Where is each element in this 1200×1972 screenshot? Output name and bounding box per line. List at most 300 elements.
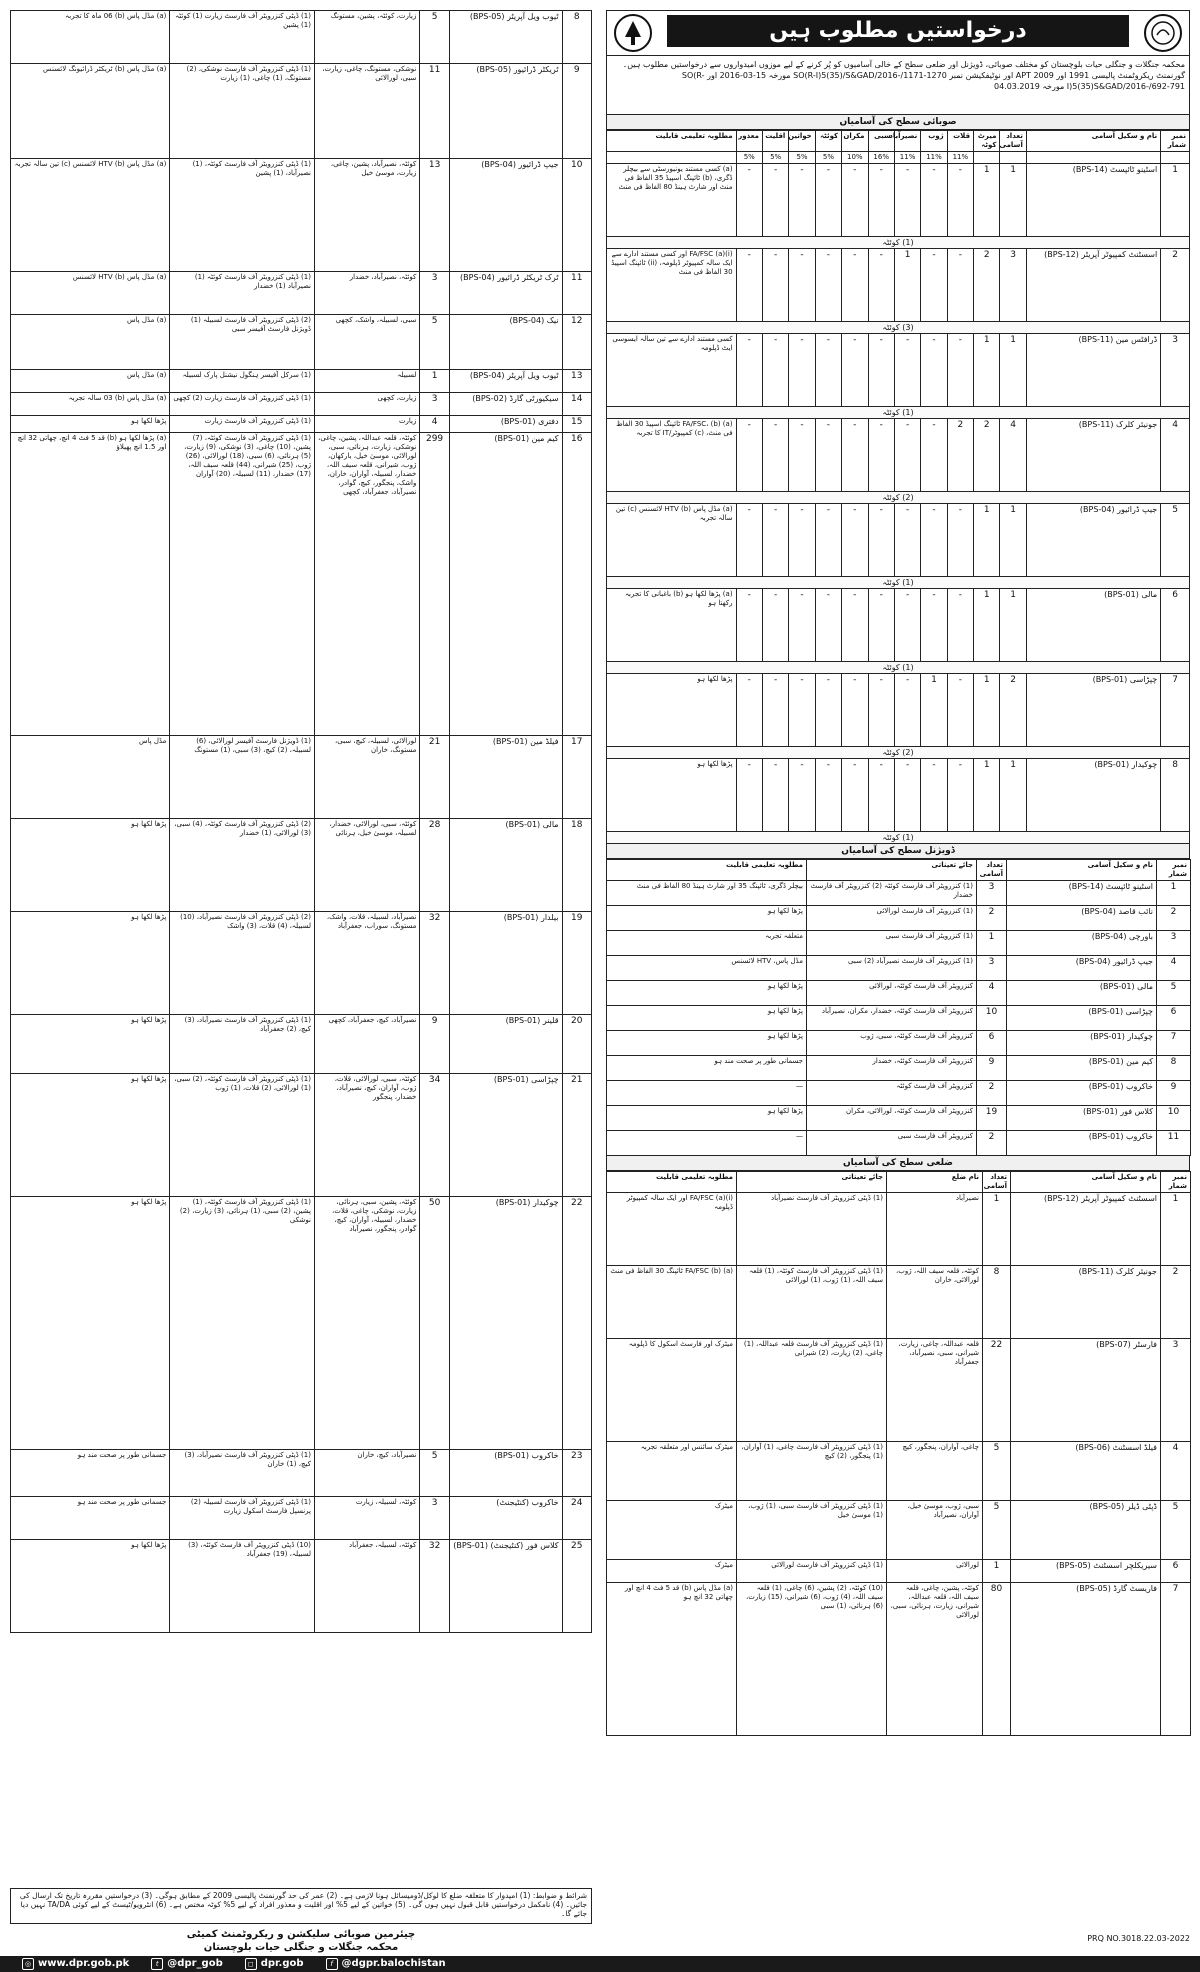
column-header: نام و سکیل آسامی (1026, 131, 1160, 152)
qualification-cell: پڑھا لکھا ہو (11, 1540, 170, 1633)
quota-count-cell: - (842, 249, 868, 322)
serial-cell: 7 (1161, 674, 1190, 747)
divisional-section-title: ڈویژنل سطح کی آسامیاں (606, 844, 1190, 859)
post-name-cell: چوکیدار (BPS-01) (449, 1197, 562, 1450)
qualification-cell: پڑھا لکھا ہو (607, 1106, 807, 1131)
quota-count-cell: - (894, 759, 920, 832)
posting-cell: (2) ڈپٹی کنزرویٹر آف فارسٹ لسبیلہ (1) ڈویژنل فارسٹ آفیسر سبی (170, 315, 315, 370)
quota-cell: 5% (762, 152, 788, 164)
post-name-cell: جیپ ڈرائیور (BPS-04) (1026, 504, 1160, 577)
quota-count-cell: - (789, 164, 815, 237)
qualification-cell: (i)(a) FA/FSC اور کسی مستند ادارے سے ایک سالہ کمپیوٹر ڈپلومہ، (ii) ٹائپنگ اسپیڈ 30 الفاظ فی منٹ (607, 249, 737, 322)
posting-cell: (2) کوئٹہ (607, 747, 1190, 759)
post-name-cell: کیم مین (BPS-01) (449, 433, 562, 736)
instagram-icon: ◻ (245, 1958, 257, 1970)
post-count-cell: 5 (420, 11, 449, 64)
quota-count-cell: - (868, 334, 894, 407)
posting-cell: (1) ڈپٹی کنزرویٹر آف فارسٹ زیارت (1) کوئٹہ (1) پشین (170, 11, 315, 64)
table-row (11, 433, 592, 736)
district-cell: کوئٹہ، سبی، لورالائی، قلات، ژوب، آواران، کیچ، نصیرآباد، خضدار، پنجگور (314, 1074, 419, 1197)
post-count-cell: 6 (977, 1031, 1007, 1056)
post-count-cell: 3 (420, 1497, 449, 1540)
post-count-cell: 50 (420, 1197, 449, 1450)
posting-row (607, 662, 1190, 674)
district-cell: قلعہ عبداللہ، چاغی، زیارت، شیرانی، سبی، نصیرآباد، جعفرآباد (887, 1339, 983, 1442)
post-count-cell: 5 (420, 315, 449, 370)
table-row (607, 1266, 1191, 1339)
posting-cell: (1) کوئٹہ (607, 662, 1190, 674)
posting-cell: (1) ڈپٹی کنزرویٹر آف فارسٹ نوشکی، (2) مستونگ، (1) چاغی، (1) زیارت (170, 64, 315, 159)
district-cell: سبی، ژوب، موسیٰ خیل، آواران، نصیرآباد (887, 1501, 983, 1560)
quota-count-cell: - (894, 164, 920, 237)
posting-cell: (1) ڈویژنل فارسٹ آفیسر لورالائی، (6) لسبیلہ، (2) کیچ، (3) سبی، (1) مستونگ (170, 736, 315, 819)
table-row (607, 419, 1190, 492)
quota-count-cell: - (762, 419, 788, 492)
column-header: جائے تعیناتی (737, 1172, 887, 1193)
posting-cell: (1) ڈپٹی کنزرویٹر آف فارسٹ لورالائی (737, 1560, 887, 1583)
quota-cell: 5% (736, 152, 762, 164)
qualification-cell: مڈل پاس (11, 736, 170, 819)
district-cell: زیارت، کچھی (314, 393, 419, 416)
post-count-cell: 4 (1000, 419, 1026, 492)
table-row (11, 159, 592, 272)
qualification-cell: بیچلر ڈگری، ٹائپنگ 35 اور شارٹ ہینڈ 80 الفاظ فی منٹ (607, 881, 807, 906)
post-name-cell: اسٹینو ٹائپسٹ (BPS-14) (1026, 164, 1160, 237)
footer-instagram[interactable]: ◻ dpr.gob (245, 1956, 304, 1972)
column-header: سبی (868, 131, 894, 152)
column-header: مطلوبہ تعلیمی قابلیت (607, 131, 737, 152)
right-column (606, 10, 1190, 1888)
quota-count-cell: - (921, 419, 947, 492)
post-count-cell: 4 (420, 416, 449, 433)
column-header: مطلوبہ تعلیمی قابلیت (607, 1172, 737, 1193)
quota-count-cell: - (947, 759, 973, 832)
qualification-cell: میٹرک سائنس اور متعلقہ تجربہ (607, 1442, 737, 1501)
quota-count-cell: - (736, 674, 762, 747)
post-count-cell: 1 (1000, 759, 1026, 832)
column-header: میرٹ کوٹہ (974, 131, 1000, 152)
posting-cell: (1) ڈپٹی کنزرویٹر آف فارسٹ زیارت (2) کچھی (170, 393, 315, 416)
quota-count-cell: 1 (894, 249, 920, 322)
quota-count-cell: - (815, 334, 841, 407)
column-header: نمبر شمار (1157, 860, 1191, 881)
posting-cell: (1) کنزرویٹر آف فارسٹ سبی (807, 931, 977, 956)
posting-cell: (1) کوئٹہ (607, 577, 1190, 589)
posting-cell: (1) ڈپٹی کنزرویٹر آف فارسٹ کوئٹہ، (2) سبی، (1) لورالائی، (2) قلات، (1) ژوب (170, 1074, 315, 1197)
merit-count-cell: 1 (974, 334, 1000, 407)
column-header: جائے تعیناتی (807, 860, 977, 881)
table-row (11, 912, 592, 1015)
serial-cell: 1 (1157, 881, 1191, 906)
post-count-cell: 1 (983, 1560, 1011, 1583)
post-name-cell: فیلڈ مین (BPS-01) (449, 736, 562, 819)
column-header: معذور (736, 131, 762, 152)
post-name-cell: مالی (BPS-01) (1007, 981, 1157, 1006)
district-header-row (607, 1172, 1191, 1193)
merit-count-cell: 2 (974, 419, 1000, 492)
post-name-cell: خاکروب (BPS-01) (449, 1450, 562, 1497)
table-row (607, 674, 1190, 747)
post-name-cell: نائب قاصد (BPS-04) (1007, 906, 1157, 931)
post-count-cell: 21 (420, 736, 449, 819)
table-row (607, 1081, 1191, 1106)
column-header: نمبر شمار (1161, 131, 1190, 152)
serial-cell: 18 (562, 819, 591, 912)
serial-cell: 6 (1161, 1560, 1191, 1583)
posting-cell: (10) ڈپٹی کنزرویٹر آف فارسٹ کوئٹہ، (3) لسبیلہ، (19) جعفرآباد (170, 1540, 315, 1633)
quota-count-cell: - (789, 419, 815, 492)
qualification-cell: پڑھا لکھا ہو (607, 759, 737, 832)
post-name-cell: کیم مین (BPS-01) (1007, 1056, 1157, 1081)
post-name-cell: نیک (BPS-04) (449, 315, 562, 370)
post-count-cell: 34 (420, 1074, 449, 1197)
forest-department-logo-icon (613, 13, 653, 53)
quota-count-cell: - (947, 249, 973, 322)
qualification-cell: (a) مڈل پاس (b) 03 سالہ تجربہ (11, 393, 170, 416)
district-cell: لورالائی، لسبیلہ، کیچ، سبی، مستونگ، خاران (314, 736, 419, 819)
table-row (607, 1442, 1191, 1501)
column-header: نمبر شمار (1161, 1172, 1191, 1193)
post-count-cell: 2 (1000, 674, 1026, 747)
provincial-section-title: صوبائی سطح کی آسامیاں (606, 115, 1190, 130)
serial-cell: 8 (562, 11, 591, 64)
table-row (11, 1197, 592, 1450)
quota-count-cell: - (789, 334, 815, 407)
post-name-cell: چپڑاسی (BPS-01) (1026, 674, 1160, 747)
post-count-cell: 1 (977, 931, 1007, 956)
table-row (607, 164, 1190, 237)
post-name-cell: چوکیدار (BPS-01) (1026, 759, 1160, 832)
post-name-cell: بیلدار (BPS-01) (449, 912, 562, 1015)
quota-count-cell: - (894, 419, 920, 492)
quota-count-cell: - (947, 164, 973, 237)
government-seal-icon (1143, 13, 1183, 53)
table-row (11, 819, 592, 912)
quota-count-cell: - (815, 419, 841, 492)
qualification-cell: (a) مڈل پاس (11, 315, 170, 370)
posting-cell: (1) ڈپٹی کنزرویٹر آف فارسٹ نصیرآباد، (3) کیچ، (1) خاران (170, 1450, 315, 1497)
table-row (607, 1056, 1191, 1081)
post-count-cell: 1 (1000, 164, 1026, 237)
quota-count-cell: - (762, 504, 788, 577)
prq-number: PRQ NO.3018.22.03-2022 (1087, 1934, 1190, 1943)
qualification-cell: پڑھا لکھا ہو (607, 981, 807, 1006)
qualification-cell: پڑھا لکھا ہو (607, 1031, 807, 1056)
qualification-cell: (a) مڈل پاس (b) HTV لائسنس (c) تین سالہ تجربہ (11, 159, 170, 272)
posting-cell: کنزرویٹر آف فارسٹ کوئٹہ (807, 1081, 977, 1106)
serial-cell: 6 (1161, 589, 1190, 662)
post-count-cell: 5 (983, 1442, 1011, 1501)
column-header: قلات (947, 131, 973, 152)
post-name-cell: اسسٹنٹ کمپیوٹر آپریٹر (BPS-12) (1026, 249, 1160, 322)
serial-cell: 24 (562, 1497, 591, 1540)
district-table-continued (10, 10, 592, 1633)
qualification-cell: (a) مڈل پاس (11, 370, 170, 393)
qualification-cell: — (607, 1081, 807, 1106)
posting-cell: (1) ڈپٹی کنزرویٹر آف فارسٹ لسبیلہ (2) پرنسپل فارسٹ اسکول زیارت (170, 1497, 315, 1540)
serial-cell: 16 (562, 433, 591, 736)
posting-cell: (1) سرکل آفیسر ہنگول نیشنل پارک لسبیلہ (170, 370, 315, 393)
post-name-cell: خاکروب (BPS-01) (1007, 1081, 1157, 1106)
district-cell: کوئٹہ، سبی، لورالائی، خضدار، لسبیلہ، موسیٰ خیل، ہرنائی (314, 819, 419, 912)
qualification-cell: (a) پڑھا لکھا ہو (b) قد 5 فٹ 4 انچ، چھاتی 32 انچ اور 1.5 انچ پھیلاؤ (11, 433, 170, 736)
quota-cell: 5% (815, 152, 841, 164)
quota-count-cell: - (947, 674, 973, 747)
qualification-cell: (a) پڑھا لکھا ہو (b) باغبانی کا تجربہ رکھتا ہو (607, 589, 737, 662)
post-name-cell: اسٹینو ٹائپسٹ (BPS-14) (1007, 881, 1157, 906)
quota-count-cell: - (815, 674, 841, 747)
table-row (607, 931, 1191, 956)
post-name-cell: سیریکلچر اسسٹنٹ (BPS-05) (1011, 1560, 1161, 1583)
post-name-cell: ٹیوب ویل آپریٹر (BPS-04) (449, 370, 562, 393)
quota-count-cell: - (921, 334, 947, 407)
left-column (10, 10, 592, 1888)
post-name-cell: جونیئر کلرک (BPS-11) (1011, 1266, 1161, 1339)
serial-cell: 1 (1161, 1193, 1191, 1266)
posting-cell: کنزرویٹر آف فارسٹ کوئٹہ، خضدار، مکران، نصیرآباد (807, 1006, 977, 1031)
district-cell: کوئٹہ، پشین، چاغی، قلعہ سیف اللہ، قلعہ عبداللہ، شیرانی، زیارت، ہرنائی، سبی، لورالائی (887, 1583, 983, 1736)
serial-cell: 4 (1161, 419, 1190, 492)
post-count-cell: 3 (977, 881, 1007, 906)
post-count-cell: 22 (983, 1339, 1011, 1442)
post-name-cell: دفتری (BPS-01) (449, 416, 562, 433)
footer-website[interactable]: ◎ www.dpr.gob.pk (22, 1956, 129, 1972)
serial-cell: 8 (1161, 759, 1190, 832)
posting-row (607, 237, 1190, 249)
post-name-cell: کلاس فور (BPS-01) (1007, 1106, 1157, 1131)
facebook-icon: f (326, 1958, 338, 1970)
post-name-cell: خاکروب (BPS-01) (1007, 1131, 1157, 1156)
post-count-cell: 9 (977, 1056, 1007, 1081)
header-banner (606, 10, 1190, 56)
quota-count-cell: - (815, 504, 841, 577)
qualification-cell: (a) FA/FSC، (b) ٹائپنگ اسپیڈ 30 الفاظ فی منٹ، (c) کمپیوٹر/IT کا تجربہ (607, 419, 737, 492)
quota-cell: 10% (842, 152, 868, 164)
post-name-cell: جیپ ڈرائیور (BPS-04) (449, 159, 562, 272)
quota-count-cell: - (736, 334, 762, 407)
column-header: خواتین (789, 131, 815, 152)
qualification-cell: میٹرک (607, 1560, 737, 1583)
qualification-cell: (a) مڈل پاس (b) HTV لائسنس (11, 272, 170, 315)
quota-count-cell: - (921, 589, 947, 662)
qualification-cell: پڑھا لکھا ہو (11, 1015, 170, 1074)
quota-count-cell: - (842, 334, 868, 407)
post-name-cell: اسسٹنٹ کمپیوٹر آپریٹر (BPS-12) (1011, 1193, 1161, 1266)
district-cell: کوئٹہ، لسبیلہ، زیارت (314, 1497, 419, 1540)
posting-cell: کنزرویٹر آف فارسٹ کوئٹہ، خضدار (807, 1056, 977, 1081)
post-count-cell: 5 (983, 1501, 1011, 1560)
department-name: محکمہ جنگلات و جنگلی حیات بلوچستان (203, 1942, 399, 1953)
column-header: مکران (842, 131, 868, 152)
quota-count-cell: - (842, 164, 868, 237)
posting-cell: (1) ڈپٹی کنزرویٹر آف فارسٹ سبی، (1) ژوب، (1) موسیٰ خیل (737, 1501, 887, 1560)
quota-count-cell: - (736, 504, 762, 577)
provincial-table (606, 130, 1190, 844)
post-count-cell: 19 (977, 1106, 1007, 1131)
quota-count-cell: - (815, 249, 841, 322)
posting-cell: (1) کنزرویٹر آف فارسٹ کوئٹہ (2) کنزرویٹر آف فارسٹ خضدار (807, 881, 977, 906)
post-name-cell: باورچی (BPS-04) (1007, 931, 1157, 956)
serial-cell: 3 (1161, 1339, 1191, 1442)
quota-cell (1026, 152, 1160, 164)
post-name-cell: ٹرک ٹریکٹر ڈرائیور (BPS-04) (449, 272, 562, 315)
serial-cell: 15 (562, 416, 591, 433)
post-count-cell: 3 (1000, 249, 1026, 322)
table-row (607, 589, 1190, 662)
post-name-cell: کلاس فور (کنٹیجنٹ) (BPS-01) (449, 1540, 562, 1633)
posting-cell: (1) کنزرویٹر آف فارسٹ لورالائی (807, 906, 977, 931)
quota-count-cell: - (762, 249, 788, 322)
posting-row (607, 492, 1190, 504)
qualification-cell: جسمانی طور پر صحت مند ہو (607, 1056, 807, 1081)
divisional-table (606, 859, 1191, 1156)
table-row (607, 906, 1191, 931)
posting-cell: (2) ڈپٹی کنزرویٹر آف فارسٹ نصیرآباد، (10) لسبیلہ، (4) قلات، (3) واشک (170, 912, 315, 1015)
post-name-cell: فیلڈ اسسٹنٹ (BPS-06) (1011, 1442, 1161, 1501)
post-count-cell: 4 (977, 981, 1007, 1006)
qualification-cell: (a) کسی مستند یونیورسٹی سے بیچلر ڈگری، (b) ٹائپنگ اسپیڈ 35 الفاظ فی منٹ اور شارٹ ہینڈ 80 الفاظ فی منٹ (607, 164, 737, 237)
serial-cell: 9 (1157, 1081, 1191, 1106)
table-row (11, 370, 592, 393)
post-name-cell: ٹیوب ویل آپریٹر (BPS-05) (449, 11, 562, 64)
district-cell: کوئٹہ، نصیرآباد، خضدار (314, 272, 419, 315)
quota-count-cell: - (789, 249, 815, 322)
quota-count-cell: - (894, 334, 920, 407)
serial-cell: 4 (1161, 1442, 1191, 1501)
intro-paragraph: محکمہ جنگلات و جنگلی حیات بلوچستان کو مختلف صوبائی، ڈویژنل اور ضلعی سطح کے خالی آسامیوں کو پُر کرنے کے لیے موزوں امیدواروں سے درخواستیں مطلوب ہیں۔ گورنمنٹ ریکروٹمنٹ پالیسی 1991 اور APT 2009 اور نوٹیفکیشن نمبر SO(R-I)5(35)/S&GAD/2016-/1171-1270 مورخہ 15-03-2016 اور SO(R-I)5(35)S&GAD/2016-/692-791 مورخہ 04.03.2019 (606, 56, 1190, 115)
footer-facebook[interactable]: f @dgpr.balochistan (326, 1956, 446, 1972)
serial-cell: 20 (562, 1015, 591, 1074)
district-cell: کوئٹہ، قلعہ عبداللہ، پشین، چاغی، نوشکی، زیارت، ہرنائی، سبی، لورالائی، موسیٰ خیل، بارکھان، ژوب، شیرانی، قلعہ سیف اللہ، خضدار، لسبیلہ، آواران، خاران، واشک، پنجگور، کیچ، گوادر، نصیرآباد، جعفرآباد، کچھی (314, 433, 419, 736)
post-count-cell: 3 (420, 272, 449, 315)
serial-cell: 22 (562, 1197, 591, 1450)
posting-cell: (1) کوئٹہ (607, 407, 1190, 419)
posting-cell: (1) ڈپٹی کنزرویٹر آف فارسٹ قلعہ عبداللہ، (1) چاغی، (2) زیارت، (2) شیرانی (737, 1339, 887, 1442)
divisional-header-row (607, 860, 1191, 881)
posting-cell: (1) کوئٹہ (607, 832, 1190, 844)
quota-count-cell: - (894, 504, 920, 577)
post-count-cell: 1 (1000, 589, 1026, 662)
merit-count-cell: 2 (974, 249, 1000, 322)
post-count-cell: 1 (1000, 334, 1026, 407)
serial-cell: 9 (562, 64, 591, 159)
district-cell: کوئٹہ، قلعہ سیف اللہ، ژوب، لورالائی، خاران (887, 1266, 983, 1339)
table-row (607, 956, 1191, 981)
table-row (607, 1006, 1191, 1031)
quota-count-cell: - (868, 674, 894, 747)
table-row (607, 1501, 1191, 1560)
serial-cell: 10 (562, 159, 591, 272)
post-count-cell: 1 (420, 370, 449, 393)
post-name-cell: چپڑاسی (BPS-01) (449, 1074, 562, 1197)
quota-count-cell: - (789, 589, 815, 662)
post-count-cell: 1 (1000, 504, 1026, 577)
footer-twitter[interactable]: t @dpr_gob (151, 1956, 222, 1972)
table-row (607, 249, 1190, 322)
post-count-cell: 3 (977, 956, 1007, 981)
posting-cell: (1) کنزرویٹر آف فارسٹ نصیرآباد (2) سبی (807, 956, 977, 981)
table-row (607, 334, 1190, 407)
serial-cell: 17 (562, 736, 591, 819)
column-header: مطلوبہ تعلیمی قابلیت (607, 860, 807, 881)
quota-cell: 11% (921, 152, 947, 164)
qualification-cell: — (607, 1131, 807, 1156)
quota-cell: 11% (894, 152, 920, 164)
serial-cell: 19 (562, 912, 591, 1015)
serial-cell: 6 (1157, 1006, 1191, 1031)
district-cell: زیارت (314, 416, 419, 433)
merit-count-cell: 1 (974, 164, 1000, 237)
district-table (606, 1171, 1191, 1736)
qualification-cell: (a) مڈل پاس (b) HTV لائسنس (c) تین سالہ تجربہ (607, 504, 737, 577)
serial-cell: 3 (1161, 334, 1190, 407)
quota-count-cell: 1 (921, 674, 947, 747)
quota-count-cell: - (842, 419, 868, 492)
posting-row (607, 577, 1190, 589)
quota-count-cell: - (762, 589, 788, 662)
post-name-cell: ٹریکٹر ڈرائیور (BPS-05) (449, 64, 562, 159)
serial-cell: 2 (1161, 249, 1190, 322)
table-row (11, 1540, 592, 1633)
qualification-cell: پڑھا لکھا ہو (11, 912, 170, 1015)
quota-count-cell: - (868, 759, 894, 832)
post-count-cell: 32 (420, 1540, 449, 1633)
posting-cell: (1) ڈپٹی کنزرویٹر آف فارسٹ کوئٹہ، (7) پشین، (10) چاغی، (3) نوشکی، (9) زیارت، (5) ہرنائی، (6) سبی، (18) لورالائی، (26) ژوب، (25) شیرانی، (44) قلعہ سیف اللہ، (17) خضدار، (11) لسبیلہ، (20) آواران (170, 433, 315, 736)
posting-row (607, 322, 1190, 334)
post-count-cell: 13 (420, 159, 449, 272)
column-header: تعداد آسامی (1000, 131, 1026, 152)
post-name-cell: ڈپٹی ڈیلر (BPS-05) (1011, 1501, 1161, 1560)
post-name-cell: ڈرافٹس مین (BPS-11) (1026, 334, 1160, 407)
qualification-cell: (a) FA/FSC (b) ٹائپنگ 30 الفاظ فی منٹ (607, 1266, 737, 1339)
quota-cell: 5% (789, 152, 815, 164)
post-count-cell: 10 (977, 1006, 1007, 1031)
table-row (11, 1450, 592, 1497)
serial-cell: 23 (562, 1450, 591, 1497)
quota-count-cell: - (842, 759, 868, 832)
table-row (607, 1106, 1191, 1131)
district-section-title: ضلعی سطح کی آسامیاں (606, 1156, 1190, 1171)
qualification-cell: پڑھا لکھا ہو (11, 1074, 170, 1197)
serial-cell: 21 (562, 1074, 591, 1197)
posting-row (607, 832, 1190, 844)
table-row (607, 981, 1191, 1006)
quota-count-cell: - (789, 674, 815, 747)
serial-cell: 25 (562, 1540, 591, 1633)
qualification-cell: متعلقہ تجربہ (607, 931, 807, 956)
quota-count-cell: - (736, 419, 762, 492)
quota-count-cell: - (762, 164, 788, 237)
table-row (607, 1031, 1191, 1056)
quota-count-cell: - (868, 164, 894, 237)
table-row (11, 64, 592, 159)
table-row (11, 1497, 592, 1540)
quota-count-cell: - (736, 759, 762, 832)
table-row (11, 416, 592, 433)
post-name-cell: جیپ ڈرائیور (BPS-04) (1007, 956, 1157, 981)
column-header: کوئٹہ (815, 131, 841, 152)
serial-cell: 10 (1157, 1106, 1191, 1131)
quota-cell (607, 152, 737, 164)
merit-count-cell: 1 (974, 589, 1000, 662)
district-cell: لورالائی (887, 1560, 983, 1583)
post-name-cell: مالی (BPS-01) (449, 819, 562, 912)
column-header: اقلیت (762, 131, 788, 152)
quota-count-cell: - (947, 589, 973, 662)
post-count-cell: 5 (420, 1450, 449, 1497)
serial-cell: 1 (1161, 164, 1190, 237)
serial-cell: 5 (1161, 504, 1190, 577)
